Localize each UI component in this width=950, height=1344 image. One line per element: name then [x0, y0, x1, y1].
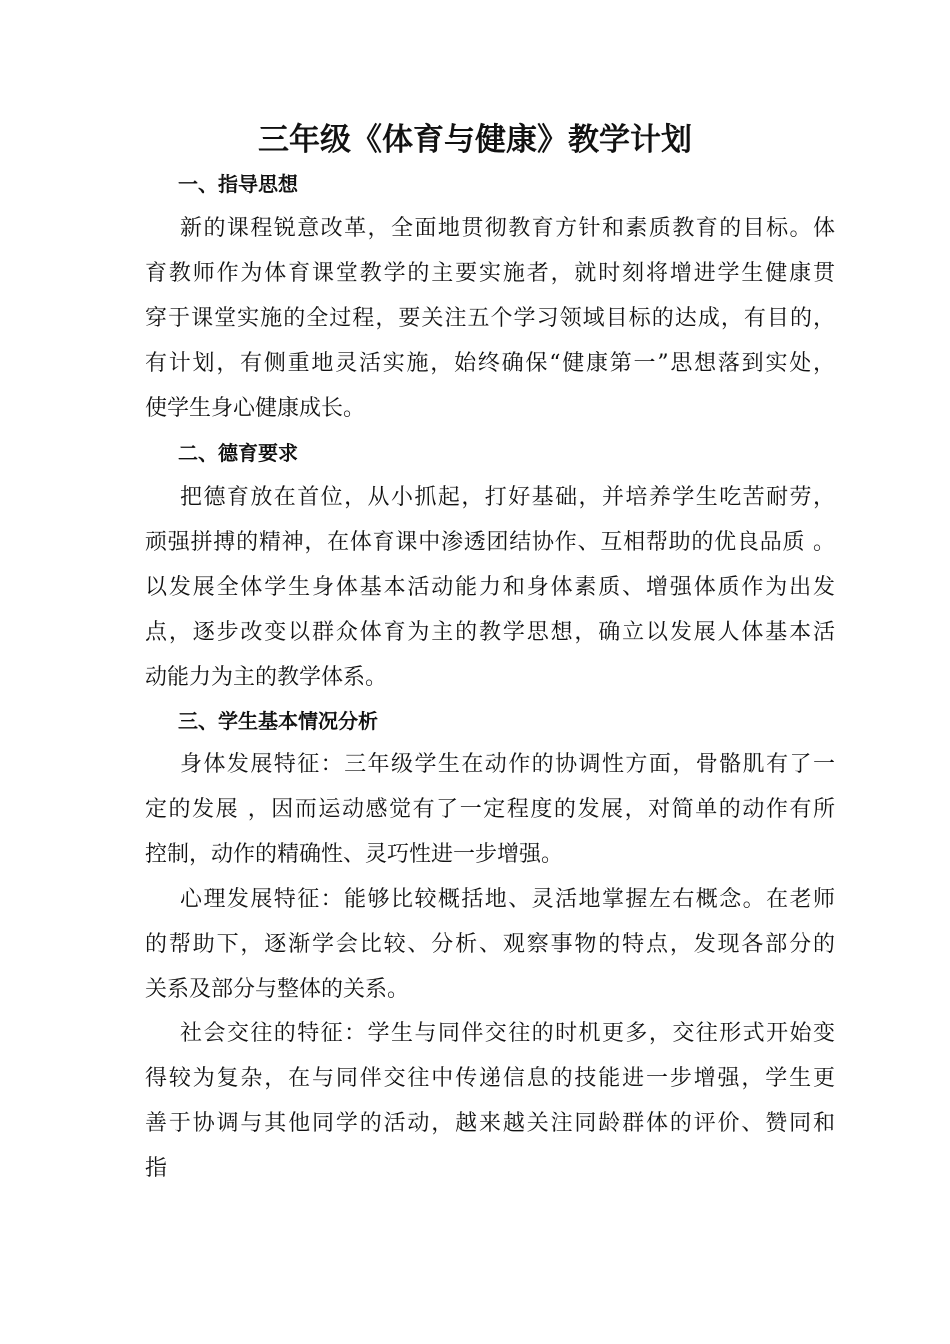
section-heading-moral-education: 二、德育要求 [178, 441, 298, 465]
paragraph-line: 关系及部分与整体的关系。 [145, 977, 410, 1002]
paragraph-line: 控制，动作的精确性、灵巧性进一步增强。 [145, 842, 564, 867]
paragraph-line: 社会交往的特征：学生与同伴交往的时机更多，交往形式开始变 [180, 1021, 835, 1046]
paragraph-line: 定的发展 ，因而运动感觉有了一定程度的发展，对简单的动作有所 [145, 797, 835, 822]
section-heading-student-analysis: 三、学生基本情况分析 [178, 709, 378, 733]
paragraph-line: 动能力为主的教学体系。 [145, 665, 388, 690]
page-title: 三年级《体育与健康》教学计划 [258, 122, 692, 158]
paragraph-physical-development [145, 742, 835, 877]
paragraph-line: 新的课程锐意改革，全面地贯彻教育方针和素质教育的目标。体 [180, 216, 835, 241]
paragraph-line: 穿于课堂实施的全过程，要关注五个学习领域目标的达成，有目的， [145, 306, 835, 331]
paragraph-line: 身体发展特征：三年级学生在动作的协调性方面，骨骼肌有了一 [180, 752, 835, 777]
paragraph-psychological-development [145, 877, 835, 1012]
paragraph-line: 善于协调与其他同学的活动，越来越关注同龄群体的评价、赞同和 [145, 1111, 835, 1136]
paragraph-guiding-ideology [145, 206, 835, 431]
paragraph-line: 点，逐步改变以群众体育为主的教学思想，确立以发展人体基本活 [145, 620, 835, 645]
paragraph-line: 顽强拼搏的精神，在体育课中渗透团结协作、互相帮助的优良品质 。 [145, 530, 835, 555]
paragraph-line: 把德育放在首位，从小抓起，打好基础，并培养学生吃苦耐劳， [180, 485, 835, 510]
paragraph-line: 的帮助下，逐渐学会比较、分析、观察事物的特点，发现各部分的 [145, 932, 835, 957]
paragraph-line: 得较为复杂，在与同伴交往中传递信息的技能进一步增强，学生更 [145, 1066, 835, 1091]
paragraph-line: 以发展全体学生身体基本活动能力和身体素质、增强体质作为出发 [145, 575, 835, 600]
paragraph-line: 心理发展特征：能够比较概括地、灵活地掌握左右概念。在老师 [180, 887, 835, 912]
paragraph-line: 育教师作为体育课堂教学的主要实施者，就时刻将增进学生健康贯 [145, 261, 835, 286]
section-heading-guiding-ideology: 一、指导思想 [178, 172, 298, 196]
paragraph-social-interaction [145, 1011, 835, 1191]
paragraph-line: 使学生身心健康成长。 [145, 396, 366, 421]
paragraph-moral-education [145, 475, 835, 700]
paragraph-line: 指 [145, 1156, 168, 1181]
paragraph-line: 有计划，有侧重地灵活实施，始终确保“健康第一”思想落到实处， [145, 351, 835, 376]
